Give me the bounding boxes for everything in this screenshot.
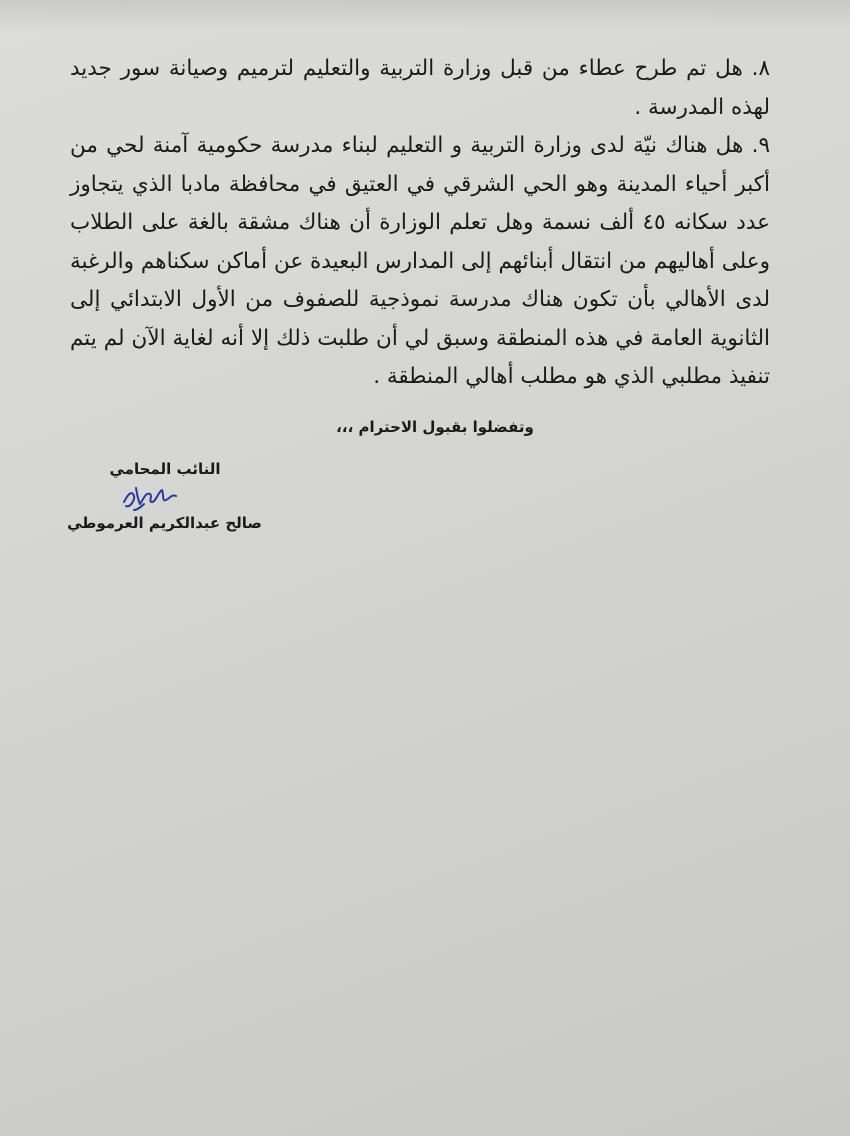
handwritten-signature (118, 480, 188, 512)
signer-name: صالح عبدالكريم العرموطي (67, 514, 262, 532)
question-item-9 (70, 127, 770, 397)
question-text: هل تم طرح عطاء من قبل وزارة التربية والتعليم لترميم وصيانة سور جديد لهذه المدرسة . (70, 56, 770, 120)
question-item-8 (70, 50, 770, 127)
question-number: ٩. (751, 133, 770, 158)
signer-title: النائب المحامي (109, 460, 221, 478)
closing-line: وتفضلوا بقبول الاحترام ،،، (336, 418, 534, 436)
question-text: هل هناك نيّة لدى وزارة التربية و التعليم لبناء مدرسة حكومية آمنة لحي من أكبر أحياء المدينة وهو الحي الشرقي في العتيق في محافظة مادبا الذي يتجاوز عدد سكانه ٤٥ ألف نسمة وهل تعلم الوزارة أن هناك مشقة بالغة على الطلاب وعلى أهاليهم من انتقال أبنائهم إلى المدارس البعيدة عن أماكن سكناهم والرغبة لدى الأهالي بأن تكون هناك مدرسة نموذجية للصفوف من الأول الابتدائي إلى الثانوية العامة في هذه المنطقة وسبق لي أن طلبت ذلك إلا أنه لغاية الآن لم يتم تنفيذ مطلبي الذي هو مطلب أهالي المنطقة . (70, 133, 770, 389)
page-shadow (0, 0, 850, 30)
document-body (70, 50, 770, 397)
question-number: ٨. (751, 56, 770, 81)
